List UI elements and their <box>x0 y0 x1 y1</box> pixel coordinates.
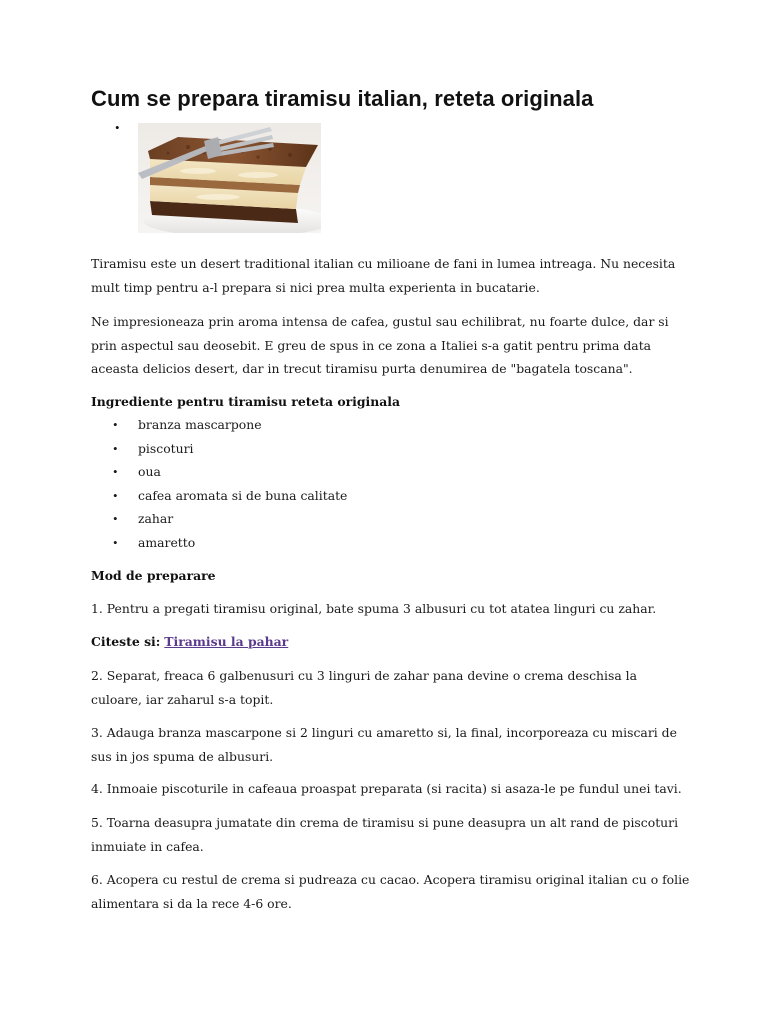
method-heading: Mod de preparare <box>91 568 216 583</box>
read-also-label: Citeste si: <box>91 634 161 649</box>
step-1: 1. Pentru a pregati tiramisu original, bate spuma 3 albusuri cu tot atatea linguri cu zahar. <box>91 601 657 616</box>
ingredient-item: • branza mascarpone <box>91 413 347 437</box>
intro-paragraph-1: Tiramisu este un desert traditional italian cu milioane de fani in lumea intreaga. Nu necesita mult timp pentru a-l prepara si nici prea multa experienta in bucatarie. <box>91 256 676 295</box>
article <box>91 84 691 911</box>
image-list <box>91 120 691 232</box>
list-bullet: • <box>115 120 120 135</box>
read-also <box>91 630 691 654</box>
page-title: Cum se prepara tiramisu italian, reteta originala <box>91 86 594 111</box>
step-2: 2. Separat, freaca 6 galbenusuri cu 3 linguri de zahar pana devine o crema deschisa la culoare, iar zaharul s-a topit. <box>91 668 638 707</box>
tiramisu-photo <box>138 123 321 233</box>
ingredient-item: • zahar <box>91 507 347 531</box>
tiramisu-image <box>138 123 321 233</box>
ingredient-item: • piscoturi <box>91 437 347 461</box>
step-5: 5. Toarna deasupra jumatate din crema de tiramisu si pune deasupra un alt rand de piscoturi inmuiate in cafea. <box>91 815 679 854</box>
ingredient-item: • cafea aromata si de buna calitate <box>91 484 347 508</box>
ingredient-item: • oua <box>91 460 347 484</box>
intro-paragraph-2: Ne impresioneaza prin aroma intensa de cafea, gustul sau echilibrat, nu foarte dulce, dar si prin aspectul sau deosebit. E greu de spus in ce zona a Italiei s-a gatit pentru prima data aceasta delicios desert, dar in trecut tiramisu purta denumirea de "bagatela toscana". <box>91 314 669 376</box>
step-3: 3. Adauga branza mascarpone si 2 linguri cu amaretto si, la final, incorporeaza cu miscari de sus in jos spuma de albusuri. <box>91 725 677 764</box>
read-also-link[interactable]: Tiramisu la pahar <box>164 634 289 649</box>
ingredients-heading: Ingrediente pentru tiramisu reteta originala <box>91 394 401 409</box>
step-4: 4. Inmoaie piscoturile in cafeaua proaspat preparata (si racita) si asaza-le pe fundul unei tavi. <box>91 781 682 796</box>
ingredients-list <box>91 413 347 554</box>
ingredient-item: • amaretto <box>91 531 347 555</box>
step-6: 6. Acopera cu restul de crema si pudreaza cu cacao. Acopera tiramisu original italian cu o folie alimentara si da la rece 4-6 ore. <box>91 872 690 911</box>
